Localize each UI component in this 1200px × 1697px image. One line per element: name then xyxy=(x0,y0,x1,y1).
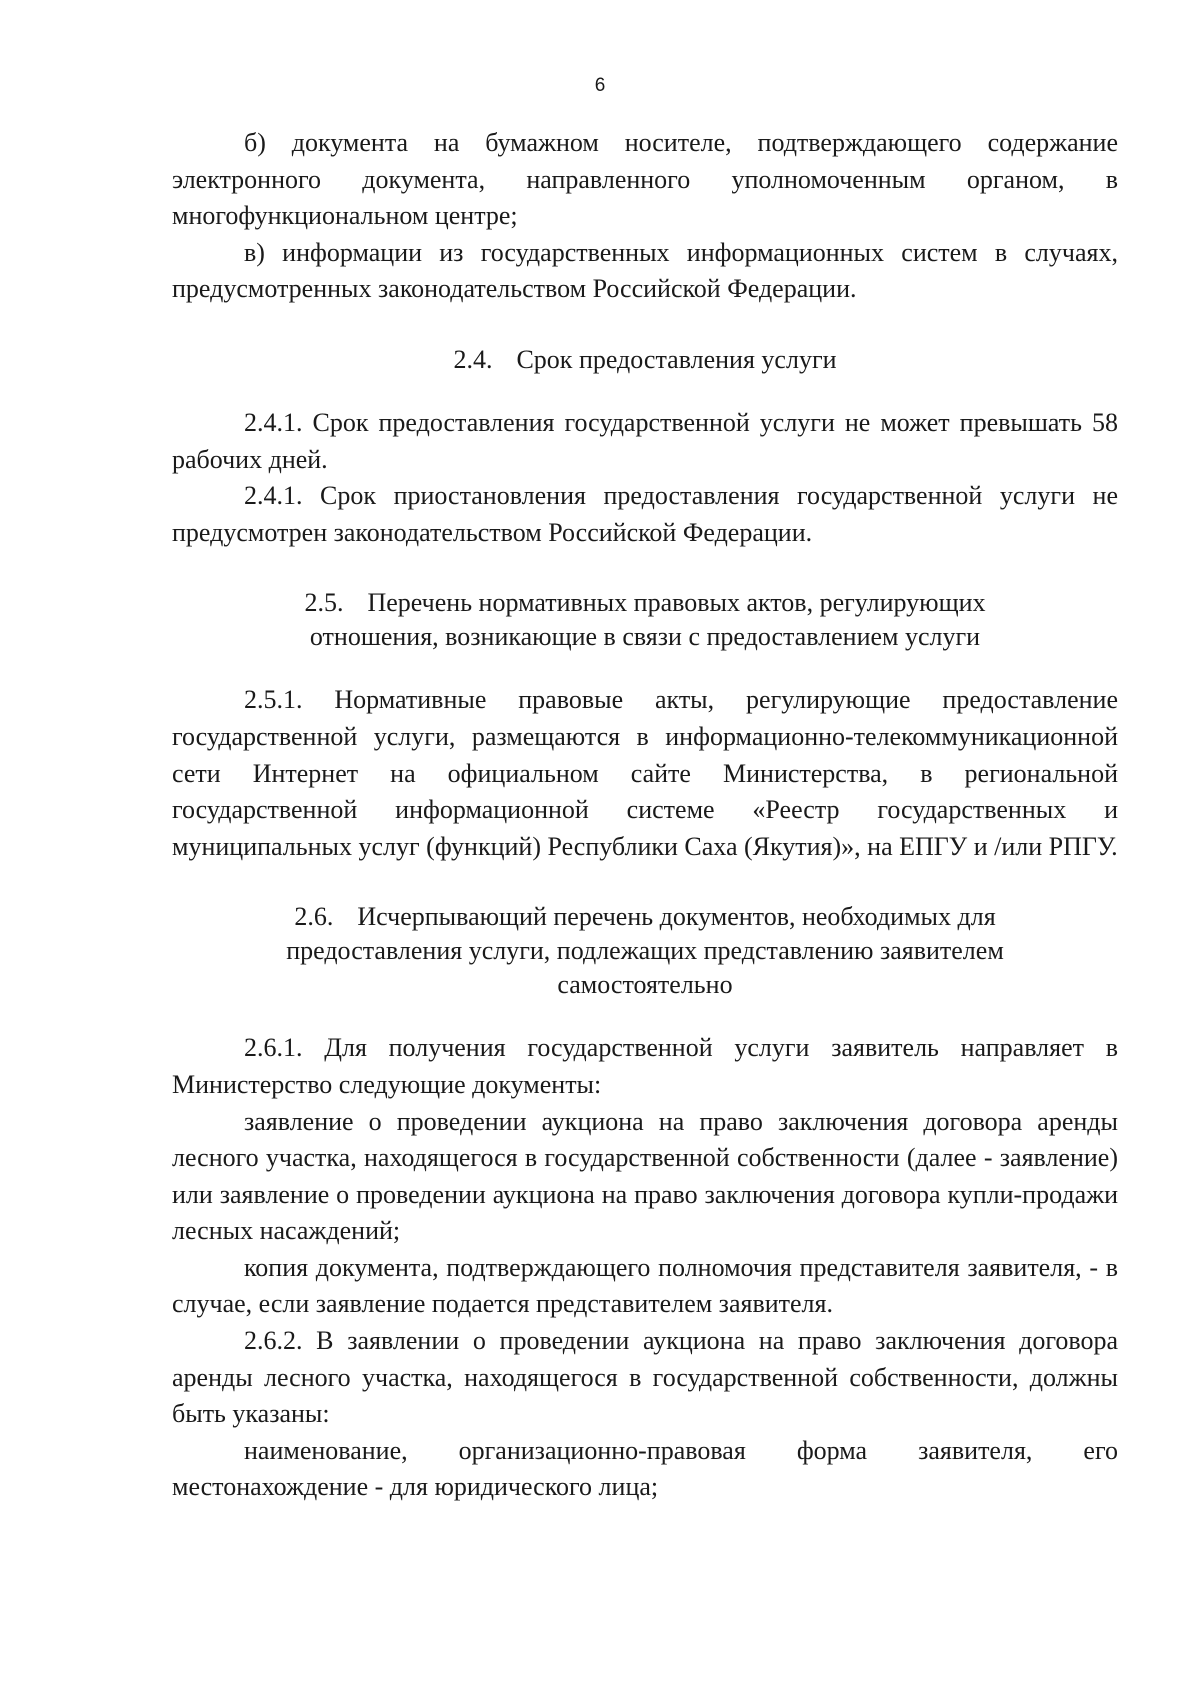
document-body xyxy=(172,125,1118,1506)
section-heading xyxy=(172,343,1118,377)
paragraph: 2.4.1. Срок предоставления государственной услуги не может превышать 58 рабочих дней. xyxy=(172,407,1118,474)
section-title: Срок предоставления услуги xyxy=(516,344,837,374)
section-title: Исчерпывающий перечень документов, необходимых для предоставления услуги, подлежащих представлению заявителем самостоятельно xyxy=(286,902,1004,1000)
page-number: 6 xyxy=(594,75,606,96)
spacer xyxy=(172,654,1118,682)
section-number: 2.5. xyxy=(304,588,344,618)
paragraph: б) документа на бумажном носителе, подтверждающего содержание электронного документа, направленного уполномоченным органом, в многофункциональном центре; xyxy=(172,128,1118,231)
section-number: 2.6. xyxy=(294,902,334,932)
spacer xyxy=(172,865,1118,900)
paragraph: наименование, организационно-правовая форма заявителя, его местонахождение - для юридического лица; xyxy=(172,1435,1118,1502)
paragraph: заявление о проведении аукциона на право заключения договора аренды лесного участка, находящегося в государственной собственности (далее - заявление) или заявление о проведении аукциона на право заключения договора купли-продажи лесных насаждений; xyxy=(172,1106,1118,1246)
paragraph: 2.5.1. Нормативные правовые акты, регулирующие предоставление государственной услуги, размещаются в информационно-телекоммуникационной сети Интернет на официальном сайте Министерства, в региональной государственной информационной системе «Реестр государственных и муниципальных услуг (функций) Республики Саха (Якутия)», на ЕПГУ и /или РПГУ. xyxy=(172,685,1118,861)
paragraph: копия документа, подтверждающего полномочия представителя заявителя, - в случае, если заявление подается представителем заявителя. xyxy=(172,1252,1118,1319)
spacer xyxy=(172,308,1118,343)
spacer xyxy=(172,1002,1118,1030)
paragraph: 2.4.1. Срок приостановления предоставления государственной услуги не предусмотрен законодательством Российской Федерации. xyxy=(172,481,1118,547)
spacer xyxy=(172,377,1118,405)
section-number: 2.4. xyxy=(453,344,493,374)
paragraph: 2.6.1. Для получения государственной услуги заявитель направляет в Министерство следующие документы: xyxy=(172,1033,1118,1099)
section-heading xyxy=(172,900,1118,1002)
paragraph: в) информации из государственных информационных систем в случаях, предусмотренных законодательством Российской Федерации. xyxy=(172,237,1118,304)
section-title: Перечень нормативных правовых актов, регулирующих отношения, возникающие в связи с предоставлением услуги xyxy=(309,588,986,652)
spacer xyxy=(172,551,1118,586)
section-heading xyxy=(172,586,1118,654)
paragraph: 2.6.2. В заявлении о проведении аукциона на право заключения договора аренды лесного участка, находящегося в государственной собственности, должны быть указаны: xyxy=(172,1326,1118,1429)
